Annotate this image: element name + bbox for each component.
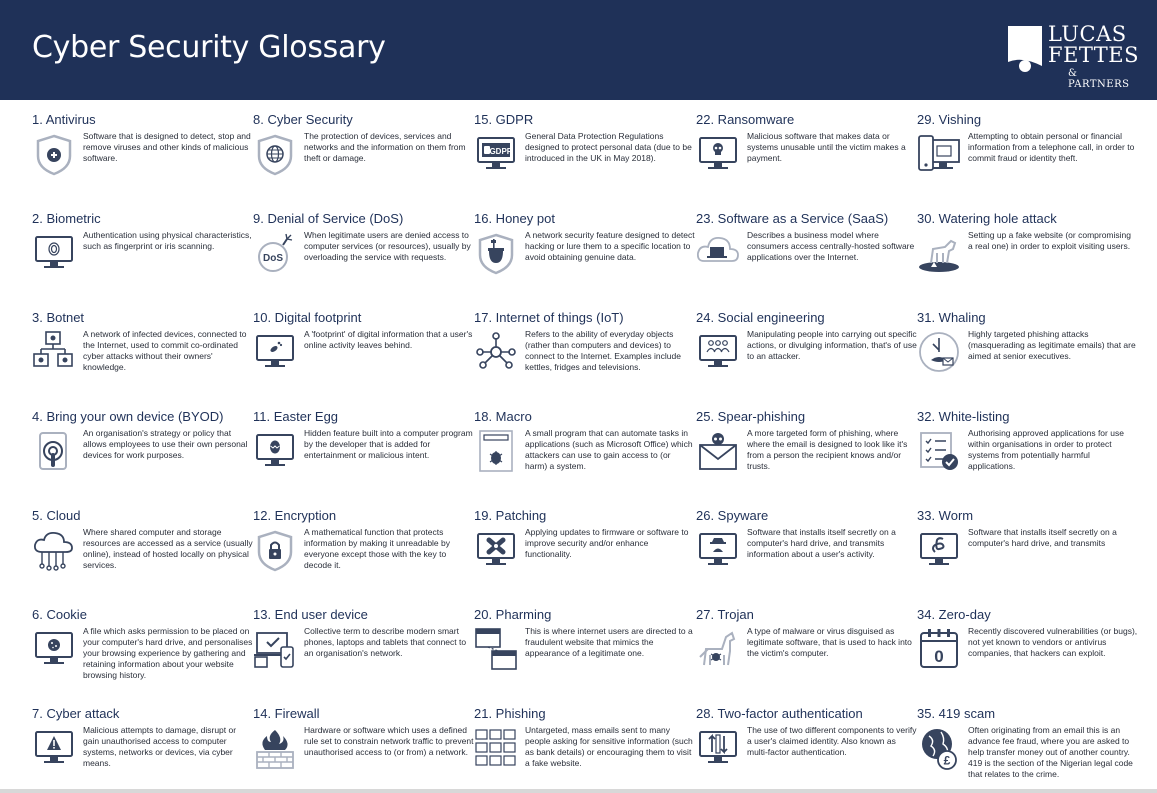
glossary-entry bbox=[253, 694, 474, 790]
entry-description: A 'footprint' of digital information that a user's online activity leaves behind. bbox=[304, 329, 473, 350]
entry-title: 1. Antivirus bbox=[32, 112, 96, 127]
entry-title: 19. Patching bbox=[474, 508, 547, 523]
entry-title: 21. Phishing bbox=[474, 706, 546, 721]
entry-title: 9. Denial of Service (DoS) bbox=[253, 211, 404, 226]
entry-description: An organisation's strategy or policy that allows employees to use their own personal devices for work purposes. bbox=[83, 428, 248, 460]
iot-network-icon bbox=[474, 330, 518, 374]
entry-title: 11. Easter Egg bbox=[253, 409, 339, 424]
entry-description: Hardware or software which uses a defined rule set to constrain network traffic to prevent unauthorised access to (or from) a network. bbox=[304, 725, 474, 757]
entry-title: 27. Trojan bbox=[696, 607, 754, 622]
svg-text:DoS: DoS bbox=[263, 253, 283, 264]
entry-description: Recently discovered vulnerabilities (or bugs), not yet known to vendors or antivirus companies, that hackers can exploit. bbox=[968, 626, 1138, 658]
glossary-entry bbox=[696, 298, 917, 394]
logo-text-fettes: FETTES bbox=[1048, 43, 1140, 67]
entry-title: 31. Whaling bbox=[917, 310, 986, 325]
skull-monitor-icon bbox=[696, 132, 740, 176]
glossary-entry bbox=[917, 397, 1135, 493]
glossary-entry bbox=[474, 100, 692, 196]
glossary-entry bbox=[696, 199, 914, 295]
entry-description: A mathematical function that protects information by making it unreadable by everyone except those with the key to decode it. bbox=[304, 527, 450, 570]
fingerprint-monitor-icon bbox=[32, 231, 76, 275]
entry-description: Untargeted, mass emails sent to many people asking for sensitive information (such as bank details) or encouraging them to visit a fake website. bbox=[525, 725, 693, 768]
entry-title: 17. Internet of things (IoT) bbox=[474, 310, 624, 325]
entry-title: 18. Macro bbox=[474, 409, 532, 424]
people-monitor-icon bbox=[696, 330, 740, 374]
glossary-entry bbox=[696, 694, 917, 790]
logo-text-partners: & PARTNERS bbox=[1068, 68, 1130, 90]
entry-title: 25. Spear-phishing bbox=[696, 409, 806, 424]
entry-title: 7. Cyber attack bbox=[32, 706, 120, 721]
glossary-grid bbox=[0, 100, 1157, 793]
entry-description: Refers to the ability of everyday objects (rather than computers and devices) to connect to the Internet. Examples include kettles, fridges and televisions. bbox=[525, 329, 681, 372]
entry-description: Authorising approved applications for use within organisations in order to protect systems from potentially harmful applications. bbox=[968, 428, 1124, 471]
dos-bomb-icon bbox=[253, 231, 297, 275]
entry-title: 28. Two-factor authentication bbox=[696, 706, 863, 721]
cloud-laptop-icon bbox=[696, 231, 740, 275]
glossary-entry bbox=[253, 298, 471, 394]
entry-description: The protection of devices, services and networks and the information on them from theft or damage. bbox=[304, 131, 466, 163]
entry-title: 3. Botnet bbox=[32, 310, 85, 325]
watering-hole-icon bbox=[917, 231, 961, 275]
header-banner bbox=[0, 0, 1157, 100]
glossary-entry bbox=[917, 199, 1135, 295]
glossary-entry bbox=[32, 595, 253, 691]
pharming-icon bbox=[474, 627, 518, 671]
entry-description: A file which asks permission to be placed on your computer's hard drive, and personalises your browsing experience by gathering and retaining information about your website browsing history. bbox=[83, 626, 253, 680]
entry-title: 13. End user device bbox=[253, 607, 368, 622]
glossary-entry bbox=[474, 694, 692, 790]
entry-title: 20. Pharming bbox=[474, 607, 552, 622]
entry-description: Applying updates to firmware or software to improve security and/or enhance functionality. bbox=[525, 527, 689, 559]
entry-description: Describes a business model where consumers access centrally-hosted software applications over the Internet. bbox=[747, 230, 915, 262]
spy-monitor-icon bbox=[696, 528, 740, 572]
globe-pound-icon bbox=[917, 726, 961, 770]
cloud-network-icon bbox=[32, 528, 76, 572]
firewall-icon bbox=[253, 726, 297, 770]
logo-text-lucas: LUCAS bbox=[1048, 22, 1127, 46]
glossary-entry bbox=[917, 496, 1135, 592]
glossary-entry bbox=[253, 595, 471, 691]
entry-description: A more targeted form of phishing, where where the email is designed to look like it's from a person the recipient knows and/or trusts. bbox=[747, 428, 908, 471]
whaling-icon bbox=[917, 330, 961, 374]
entry-title: 23. Software as a Service (SaaS) bbox=[696, 211, 889, 226]
egg-monitor-icon bbox=[253, 429, 297, 473]
bottom-divider bbox=[0, 789, 1157, 793]
entry-description: Attempting to obtain personal or financial information from a telephone call, in order to commit fraud or identity theft. bbox=[968, 131, 1135, 163]
skull-envelope-icon bbox=[696, 429, 740, 473]
two-factor-icon bbox=[696, 726, 740, 770]
logo-mark-icon bbox=[1008, 26, 1042, 76]
glossary-entry bbox=[474, 496, 692, 592]
entry-title: 33. Worm bbox=[917, 508, 974, 523]
patch-monitor-icon bbox=[474, 528, 518, 572]
entry-description: Manipulating people into carrying out specific actions, or divulging information, that's of use to an attacker. bbox=[747, 329, 917, 361]
glossary-entry bbox=[696, 100, 914, 196]
glossary-entry bbox=[253, 496, 471, 592]
company-logo bbox=[1008, 22, 1140, 90]
glossary-entry bbox=[253, 199, 471, 295]
entry-description: This is where internet users are directed to a fraudulent website that mimics the appearance of a legitimate one. bbox=[525, 626, 693, 658]
svg-text:GDPR: GDPR bbox=[489, 147, 513, 156]
gdpr-monitor-icon bbox=[474, 132, 518, 176]
worm-monitor-icon bbox=[917, 528, 961, 572]
entry-description: Malicious attempts to damage, disrupt or gain unauthorised access to computer systems, networks or devices, via cyber means. bbox=[83, 725, 237, 768]
entry-title: 6. Cookie bbox=[32, 607, 87, 622]
botnet-icon bbox=[32, 330, 76, 374]
glossary-entry bbox=[917, 694, 1135, 790]
entry-title: 2. Biometric bbox=[32, 211, 101, 226]
entry-title: 30. Watering hole attack bbox=[917, 211, 1057, 226]
entry-description: Software that is designed to detect, stop and remove viruses and other kinds of malicious software. bbox=[83, 131, 251, 163]
entry-description: Highly targeted phishing attacks (masquerading as legitimate emails) that are aimed at senior executives. bbox=[968, 329, 1136, 361]
entry-description: A network security feature designed to detect hacking or lure them to a specific location to avoid obtaining genuine data. bbox=[525, 230, 695, 262]
glossary-entry bbox=[696, 595, 914, 691]
entry-title: 15. GDPR bbox=[474, 112, 534, 127]
globe-shield-icon bbox=[253, 132, 297, 176]
entry-title: 8. Cyber Security bbox=[253, 112, 353, 127]
glossary-entry bbox=[32, 199, 250, 295]
entry-title: 32. White-listing bbox=[917, 409, 1010, 424]
warning-monitor-icon bbox=[32, 726, 76, 770]
entry-description: Software that installs itself secretly on a computer's hard drive, and transmits bbox=[968, 527, 1117, 548]
honey-pot-shield-icon bbox=[474, 231, 518, 275]
entry-description: Malicious software that makes data or systems unusable until the victim makes a payment. bbox=[747, 131, 906, 163]
glossary-entry bbox=[32, 397, 250, 493]
entry-title: 29. Vishing bbox=[917, 112, 982, 127]
footprint-monitor-icon bbox=[253, 330, 297, 374]
glossary-entry bbox=[253, 397, 471, 493]
entry-description: Where shared computer and storage resources are accessed as a service (usually online), instead of hosted locally on physical services. bbox=[83, 527, 253, 570]
entry-title: 14. Firewall bbox=[253, 706, 320, 721]
entry-description: A small program that can automate tasks in applications (such as Microsoft Office) which attackers can use to gain access to (or harm) a system. bbox=[525, 428, 693, 471]
glossary-entry bbox=[474, 397, 692, 493]
entry-description: A network of infected devices, connected to the Internet, used to commit co-ordinated cyber attacks without their owners' knowledge. bbox=[83, 329, 247, 372]
entry-description: When legitimate users are denied access to computer services (or resources), usually by overloading the service with requests. bbox=[304, 230, 471, 262]
glossary-entry bbox=[917, 298, 1135, 394]
page-title: Cyber Security Glossary bbox=[32, 30, 386, 65]
glossary-entry bbox=[474, 298, 692, 394]
checklist-icon bbox=[917, 429, 961, 473]
entry-title: 22. Ransomware bbox=[696, 112, 795, 127]
entry-title: 5. Cloud bbox=[32, 508, 81, 523]
glossary-entry bbox=[32, 496, 253, 592]
entry-description: Software that installs itself secretly on a computer's hard drive, and transmits information about a user's activity. bbox=[747, 527, 896, 559]
entry-description: Hidden feature built into a computer program by the developer that is added for entertainment or malicious intent. bbox=[304, 428, 473, 460]
shield-plus-icon bbox=[32, 132, 76, 176]
glossary-entry bbox=[917, 595, 1138, 691]
lock-shield-icon bbox=[253, 528, 297, 572]
entry-title: 16. Honey pot bbox=[474, 211, 555, 226]
zero-day-calendar-icon bbox=[917, 627, 961, 671]
entry-title: 12. Encryption bbox=[253, 508, 337, 523]
glossary-entry bbox=[474, 199, 695, 295]
entry-description: The use of two different components to verify a user's claimed identity. Also known as multi-factor authentication. bbox=[747, 725, 917, 757]
entry-description: Setting up a fake website (or compromising a real one) in order to exploit visiting users. bbox=[968, 230, 1131, 251]
entry-title: 34. Zero-day bbox=[917, 607, 991, 622]
glossary-entry bbox=[32, 694, 250, 790]
cookie-monitor-icon bbox=[32, 627, 76, 671]
glossary-entry bbox=[32, 100, 250, 196]
touch-device-icon bbox=[32, 429, 76, 473]
glossary-entry bbox=[32, 298, 250, 394]
glossary-entry bbox=[474, 595, 692, 691]
glossary-entry bbox=[696, 496, 914, 592]
entry-title: 4. Bring your own device (BYOD) bbox=[32, 409, 224, 424]
trojan-horse-icon bbox=[696, 627, 740, 671]
entry-description: Collective term to describe modern smart phones, laptops and tablets that connect to an organisation's network. bbox=[304, 626, 467, 658]
entry-description: Authentication using physical characteristics, such as fingerprint or iris scanning. bbox=[83, 230, 252, 251]
macro-bug-icon bbox=[474, 429, 518, 473]
glossary-entry bbox=[917, 100, 1135, 196]
svg-text:£: £ bbox=[943, 753, 951, 768]
entry-description: A type of malware or virus disguised as legitimate software, that is used to hack into the victim's computer. bbox=[747, 626, 912, 658]
entry-title: 35. 419 scam bbox=[917, 706, 996, 721]
entry-title: 26. Spyware bbox=[696, 508, 769, 523]
svg-text:0: 0 bbox=[934, 647, 944, 666]
entry-description: Often originating from an email this is an advance fee fraud, where you are asked to help transfer money out of another country. 419 is the section of the Nigerian legal code that relates to the crime. bbox=[968, 725, 1133, 779]
glossary-entry bbox=[696, 397, 914, 493]
glossary-entry bbox=[253, 100, 471, 196]
devices-check-icon bbox=[253, 627, 297, 671]
entry-description: General Data Protection Regulations designed to protect personal data (due to be introduced in the UK in May 2018). bbox=[525, 131, 692, 163]
entry-title: 10. Digital footprint bbox=[253, 310, 362, 325]
entry-title: 24. Social engineering bbox=[696, 310, 825, 325]
phishing-grid-icon bbox=[474, 726, 518, 770]
phone-monitor-icon bbox=[917, 132, 961, 176]
